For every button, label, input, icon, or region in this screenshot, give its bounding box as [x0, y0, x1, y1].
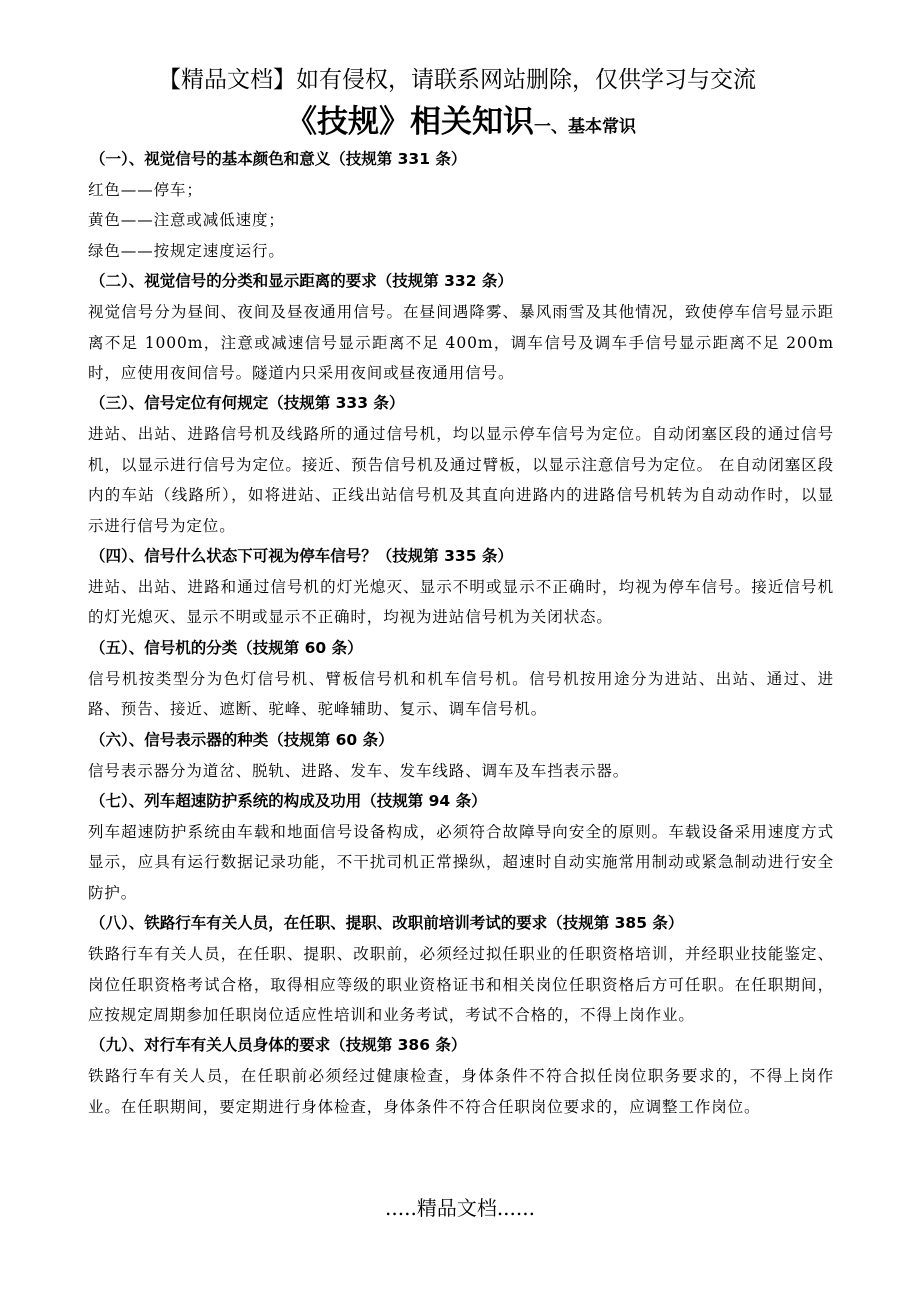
section-heading: （七）、列车超速防护系统的构成及功用（技规第 94 条） — [90, 792, 487, 811]
watermark-footer: .....精品文档...... — [385, 1196, 535, 1220]
section-9 — [88, 1030, 834, 1122]
section-heading: （六）、信号表示器的种类（技规第 60 条） — [90, 730, 394, 749]
document-page — [88, 62, 834, 1122]
color-meaning-line: 红色——停车； — [88, 181, 203, 199]
section-8 — [88, 908, 834, 1030]
section-heading: （三）、信号定位有何规定（技规第 333 条） — [90, 394, 405, 413]
section-body: 铁路行车有关人员，在任职前必须经过健康检查，身体条件不符合拟任岗位职务要求的，不得上岗作业。在任职期间，要定期进行身体检查，身体条件不符合任职岗位要求的，应调整工作岗位。 — [88, 1067, 834, 1116]
section-body: 铁路行车有关人员，在任职、提职、改职前，必须经过拟任职业的任职资格培训，并经职业技能鉴定、岗位任职资格考试合格，取得相应等级的职业资格证书和相关岗位任职资格后方可任职。在任职期间，应按规定周期参加任职岗位适应性培训和业务考试，考试不合格的，不得上岗作业。 — [88, 945, 834, 1025]
watermark-banner: 【精品文档】如有侵权，请联系网站删除，仅供学习与交流 — [158, 67, 756, 93]
section-body: 信号表示器分为道岔、脱轨、进路、发车、发车线路、调车及车挡表示器。 — [88, 761, 630, 780]
section-body: 信号机按类型分为色灯信号机、臂板信号机和机车信号机。信号机按用途分为进站、出站、通过、进路、预告、接近、遮断、驼峰、驼峰辅助、复示、调车信号机。 — [88, 669, 834, 719]
title-subtitle: 一、基本常识 — [534, 117, 636, 137]
section-body: 列车超速防护系统由车载和地面信号设备构成，必须符合故障导向安全的原则。车载设备采用速度方式显示，应具有运行数据记录功能，不干扰司机正常操纵，超速时自动实施常用制动或紧急制动进行安全防护。 — [88, 823, 834, 902]
section-heading: （五）、信号机的分类（技规第 60 条） — [90, 638, 363, 657]
section-2 — [88, 266, 834, 388]
section-body: 进站、出站、进路和通过信号机的灯光熄灭、显示不明或显示不正确时，均视为停车信号。接近信号机的灯光熄灭、显示不明或显示不正确时，均视为进站信号机为关闭状态。 — [88, 578, 834, 627]
title-main: 《技规》相关知识 — [286, 104, 534, 140]
section-7 — [88, 786, 834, 908]
color-meaning-line: 黄色——注意或减低速度； — [88, 211, 285, 230]
section-heading: （二）、视觉信号的分类和显示距离的要求（技规第 332 条） — [90, 272, 513, 291]
section-body: 进站、出站、进路信号机及线路所的通过信号机，均以显示停车信号为定位。自动闭塞区段的通过信号机，以显示进行信号为定位。接近、预告信号机及通过臂板，以显示注意信号为定位。 在自动闭塞区段内的车站（线路所），如将进站、正线出站信号机及其直向进路内的进路信号机转为自动动作时，以显示进行信号为定位。 — [88, 425, 834, 535]
section-heading: （四）、信号什么状态下可视为停车信号？（技规第 335 条） — [90, 547, 513, 566]
section-5 — [88, 633, 834, 725]
color-meaning-line: 绿色——按规定速度运行。 — [88, 241, 285, 260]
section-1 — [88, 144, 834, 266]
section-3 — [88, 388, 834, 541]
document-title — [88, 98, 834, 144]
section-6 — [88, 725, 834, 786]
section-heading: （九）、对行车有关人员身体的要求（技规第 386 条） — [90, 1036, 467, 1055]
section-4 — [88, 541, 834, 633]
section-heading: （八）、铁路行车有关人员，在任职、提职、改职前培训考试的要求（技规第 385 条） — [90, 914, 684, 933]
section-heading: （一）、视觉信号的基本颜色和意义（技规第 331 条） — [90, 150, 467, 168]
section-body: 视觉信号分为昼间、夜间及昼夜通用信号。在昼间遇降雾、暴风雨雪及其他情况，致使停车信号显示距离不足 1000m，注意或减速信号显示距离不足 400m，调车信号及调车手信号显示距离不足 200m 时，应使用夜间信号。隧道内只采用夜间或昼夜通用信号。 — [88, 303, 834, 382]
